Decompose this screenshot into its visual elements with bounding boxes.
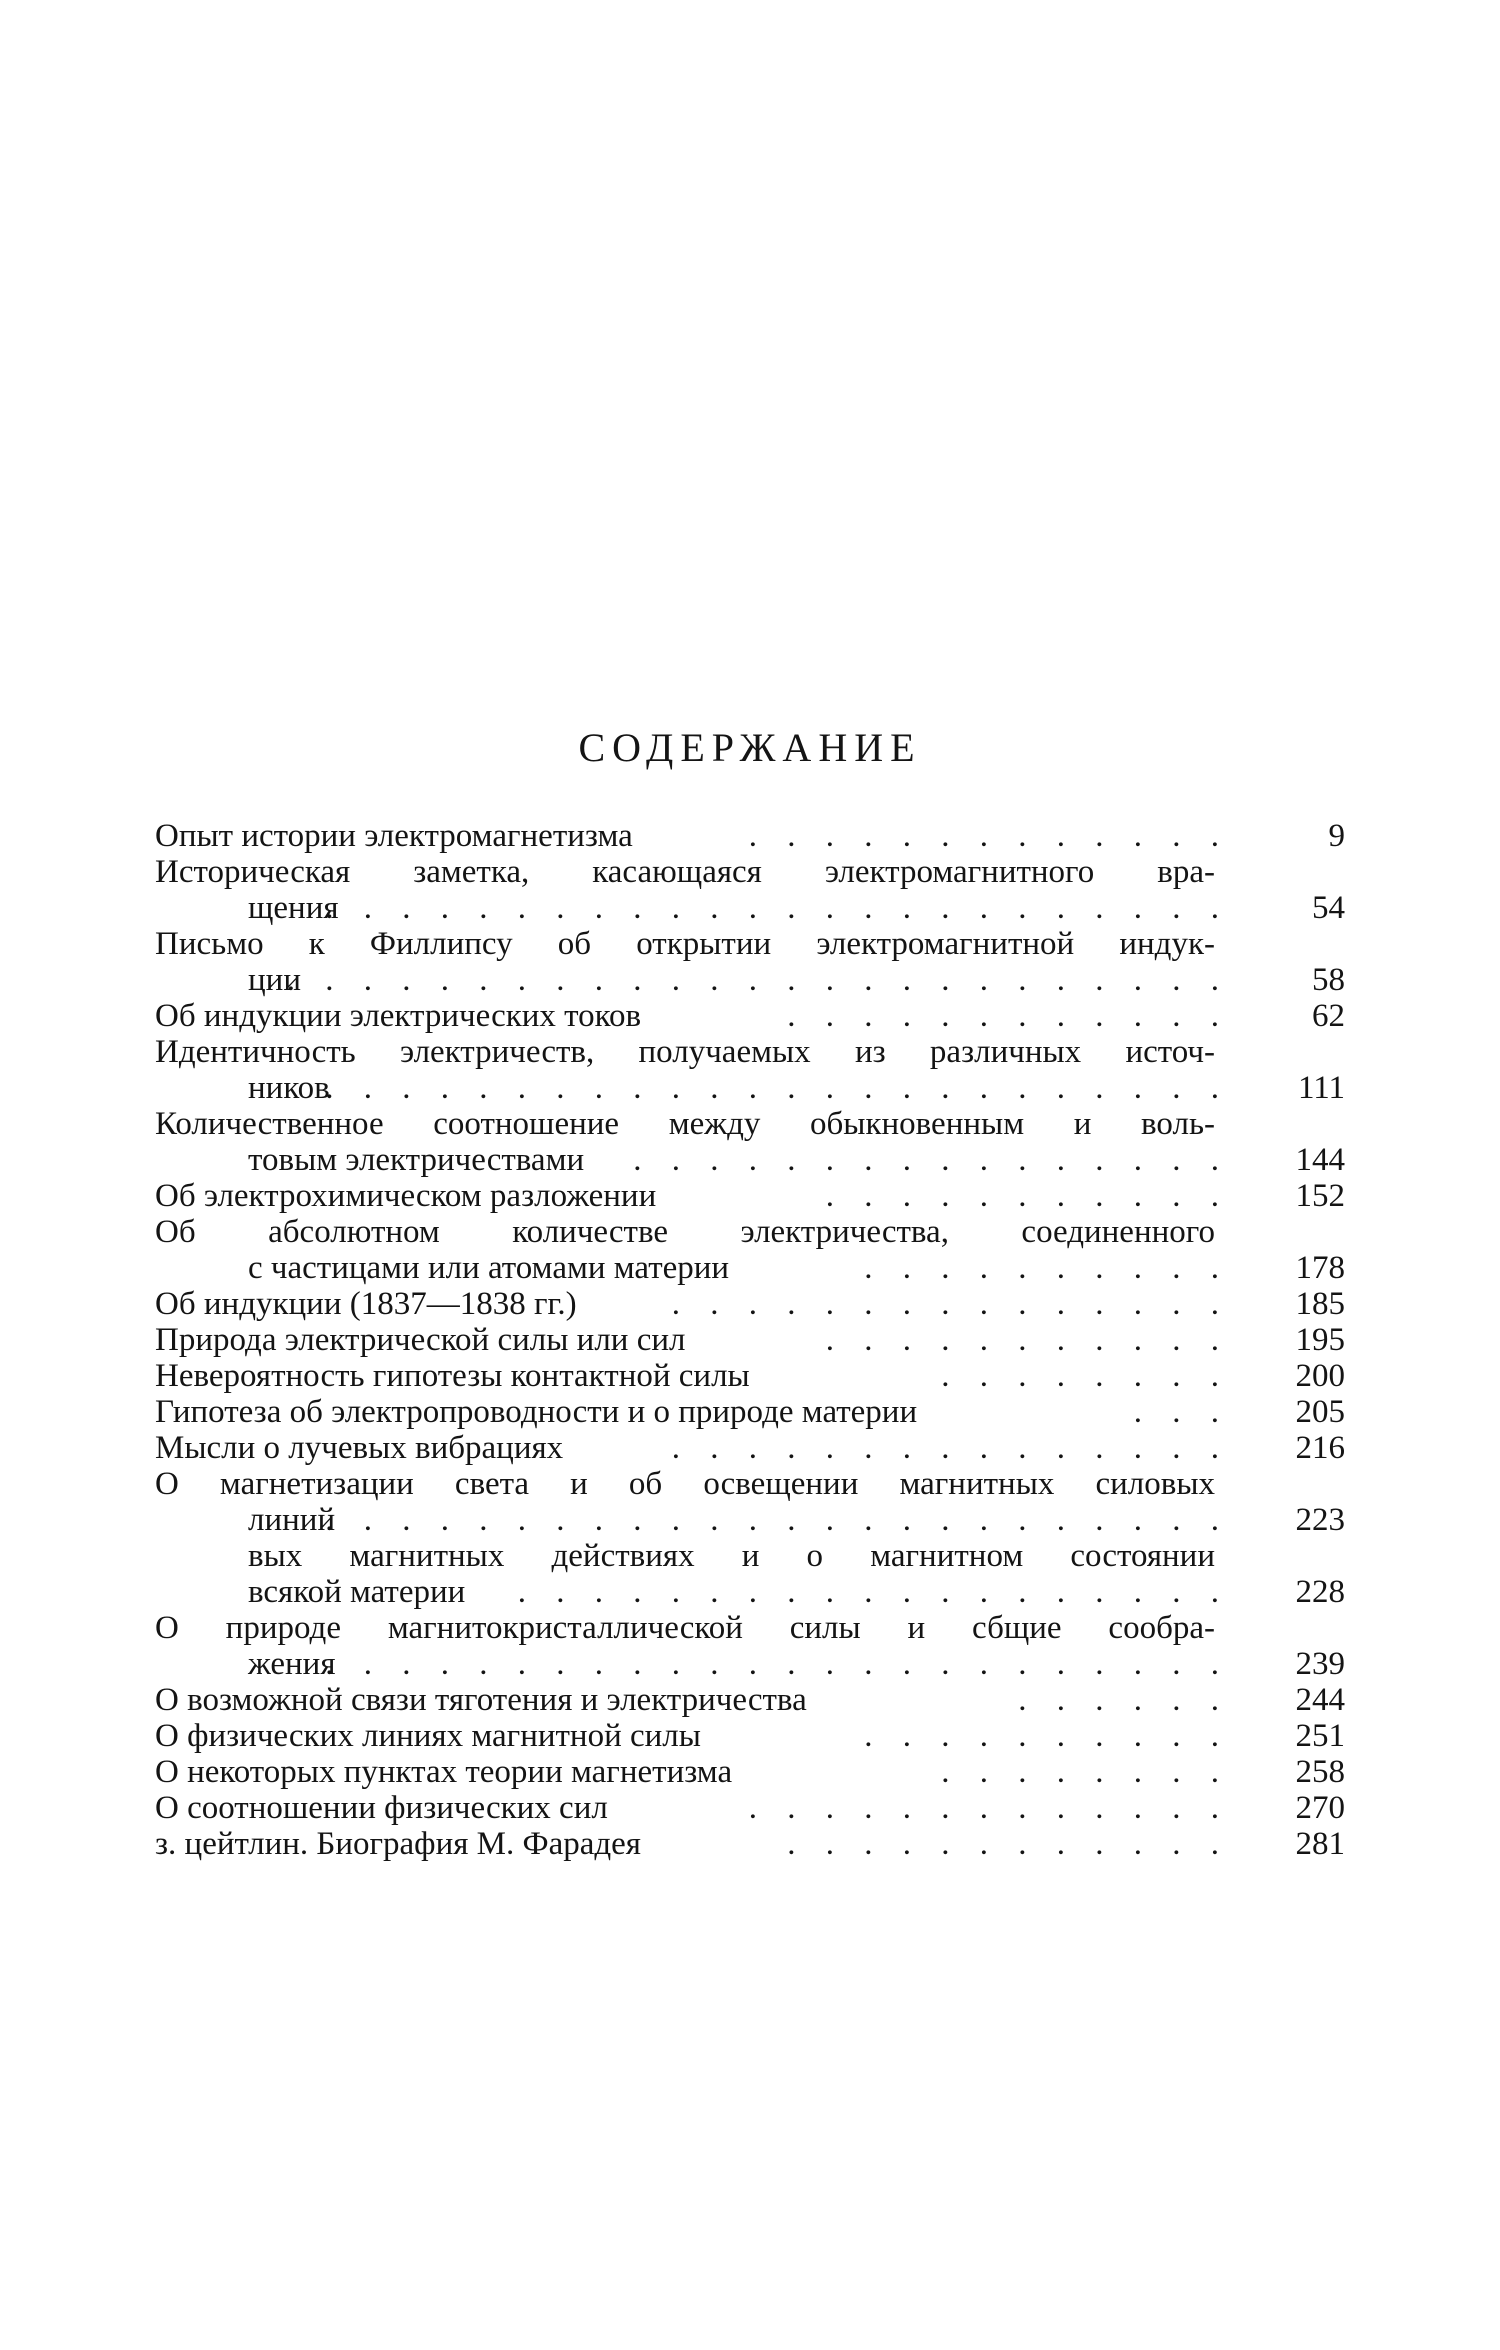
toc-entry — [155, 818, 1345, 854]
toc-entry-title: Идентичность электричеств, получаемых из различных источ- — [155, 1034, 1215, 1070]
toc-entry-title: О физических линиях магнитной силы — [155, 1718, 701, 1754]
toc-entry — [155, 1682, 1345, 1718]
toc-entry — [155, 1178, 1345, 1214]
toc-entry — [155, 1502, 1345, 1538]
page-number: 152 — [1295, 1178, 1345, 1214]
dot-leader: . . . . . . . . . . . . — [787, 998, 1230, 1034]
toc-entry-continued — [155, 1106, 1345, 1142]
dot-leader: . . . . . . . . . . . . . . . . . . . . . . . . — [325, 1502, 1230, 1538]
toc-entry-title: Об индукции (1837—1838 гг.) — [155, 1286, 577, 1322]
toc-entry-title: Историческая заметка, касающаяся электромагнитного вра- — [155, 854, 1215, 890]
dot-leader: . . . . . . — [1018, 1682, 1230, 1718]
toc-entry-title: Невероятность гипотезы контактной силы — [155, 1358, 750, 1394]
page-number: 239 — [1295, 1646, 1345, 1682]
toc-entry — [155, 1322, 1345, 1358]
page-number: 62 — [1312, 998, 1345, 1034]
toc-entry-continued — [155, 1034, 1345, 1070]
page-number: 228 — [1295, 1574, 1345, 1610]
dot-leader: . . . . . . . . . . . . . . . — [671, 1430, 1230, 1466]
toc-entry — [155, 1394, 1345, 1430]
page-title: СОДЕРЖАНИЕ — [578, 725, 922, 770]
toc-entry-title: ции — [248, 962, 301, 998]
page-number: 111 — [1297, 1070, 1345, 1106]
page-number: 258 — [1295, 1754, 1345, 1790]
dot-leader: . . . . . . . . . . . . . . . . . . . . . . . . — [325, 890, 1230, 926]
toc-entry-title: жения — [248, 1646, 336, 1682]
page-number: 58 — [1312, 962, 1345, 998]
page-number: 54 — [1312, 890, 1345, 926]
page-number: 244 — [1295, 1682, 1345, 1718]
toc-entry-title: О некоторых пунктах теории магнетизма — [155, 1754, 733, 1790]
toc-entry — [155, 1646, 1345, 1682]
toc-entry-title: ников — [248, 1070, 330, 1106]
toc-entry-title: Мысли о лучевых вибрациях — [155, 1430, 564, 1466]
toc-entry-title: товым электричествами — [248, 1142, 585, 1178]
page-number: 223 — [1295, 1502, 1345, 1538]
toc-entry — [155, 1250, 1345, 1286]
toc-entry-title: Письмо к Филлипсу об открытии электромагнитной индук- — [155, 926, 1215, 962]
toc-entry — [155, 890, 1345, 926]
toc-entry — [155, 962, 1345, 998]
toc-entry — [155, 1430, 1345, 1466]
toc-entry-continued — [155, 1466, 1345, 1502]
toc-entry-title: Об электрохимическом разложении — [155, 1178, 657, 1214]
toc-entry-title: О магнетизации света и об освещении магнитных силовых — [155, 1466, 1215, 1502]
toc-entry-continued — [155, 1538, 1345, 1574]
table-of-contents — [155, 818, 1345, 1862]
toc-entry — [155, 998, 1345, 1034]
dot-leader: . . . . . . . . . . . . . . . — [671, 1286, 1230, 1322]
page-number: 9 — [1328, 818, 1345, 854]
toc-entry-title: с частицами или атомами материи — [248, 1250, 730, 1286]
toc-entry-continued — [155, 926, 1345, 962]
toc-entry-title: О возможной связи тяготения и электричества — [155, 1682, 807, 1718]
page-number: 205 — [1295, 1394, 1345, 1430]
toc-entry — [155, 1754, 1345, 1790]
toc-entry-title: Об абсолютном количестве электричества, соединенного — [155, 1214, 1215, 1250]
page-number: 178 — [1295, 1250, 1345, 1286]
toc-entry-title: всякой материи — [248, 1574, 466, 1610]
toc-entry-title: щения — [248, 890, 339, 926]
page-number: 144 — [1295, 1142, 1345, 1178]
toc-entry — [155, 1826, 1345, 1862]
toc-entry-title: з. цейтлин. Биография М. Фарадея — [155, 1826, 641, 1862]
page-number: 200 — [1295, 1358, 1345, 1394]
toc-entry — [155, 1358, 1345, 1394]
toc-entry — [155, 1718, 1345, 1754]
dot-leader: . . . . . . . . — [941, 1358, 1230, 1394]
toc-entry-title: Об индукции электрических токов — [155, 998, 642, 1034]
toc-entry-title: линий — [248, 1502, 336, 1538]
toc-entry — [155, 1142, 1345, 1178]
dot-leader: . . . . . . . . . . — [864, 1718, 1230, 1754]
page-number: 270 — [1295, 1790, 1345, 1826]
dot-leader: . . . . . . . . . . — [864, 1250, 1230, 1286]
toc-entry-title: вых магнитных действиях и о магнитном состоянии — [248, 1538, 1215, 1574]
dot-leader: . . . . . . . . . . . — [825, 1178, 1230, 1214]
dot-leader: . . . . . . . . . . . . . . . . . . . — [517, 1574, 1230, 1610]
toc-entry — [155, 1286, 1345, 1322]
dot-leader: . . . . . . . . . . . . . — [748, 818, 1230, 854]
page-number: 216 — [1295, 1430, 1345, 1466]
toc-entry-continued — [155, 854, 1345, 890]
dot-leader: . . . — [1133, 1394, 1230, 1430]
page-number: 185 — [1295, 1286, 1345, 1322]
toc-entry-title: Количественное соотношение между обыкновенным и воль- — [155, 1106, 1215, 1142]
dot-leader: . . . . . . . . . . . . . . . . . . . . . . . . — [325, 1646, 1230, 1682]
dot-leader: . . . . . . . . . . . . . . . . . . . . . . . . — [325, 1070, 1230, 1106]
dot-leader: . . . . . . . . — [941, 1754, 1230, 1790]
toc-entry — [155, 1574, 1345, 1610]
toc-entry-title: Гипотеза об электропроводности и о природе материи — [155, 1394, 918, 1430]
toc-entry-title: О соотношении физических сил — [155, 1790, 608, 1826]
toc-entry-continued — [155, 1214, 1345, 1250]
toc-entry-title: Природа электрической силы или сил — [155, 1322, 686, 1358]
page-number: 195 — [1295, 1322, 1345, 1358]
toc-entry-continued — [155, 1610, 1345, 1646]
toc-entry-title: О природе магнитокристаллической силы и сбщие сообра- — [155, 1610, 1215, 1646]
toc-entry-title: Опыт истории электромагнетизма — [155, 818, 633, 854]
dot-leader: . . . . . . . . . . . . . — [748, 1790, 1230, 1826]
dot-leader: . . . . . . . . . . . . . . . . — [633, 1142, 1230, 1178]
page-number: 251 — [1295, 1718, 1345, 1754]
dot-leader: . . . . . . . . . . . — [825, 1322, 1230, 1358]
toc-entry — [155, 1070, 1345, 1106]
page-number: 281 — [1295, 1826, 1345, 1862]
toc-entry — [155, 1790, 1345, 1826]
dot-leader: . . . . . . . . . . . . — [787, 1826, 1230, 1862]
dot-leader: . . . . . . . . . . . . . . . . . . . . . . . . . — [286, 962, 1230, 998]
